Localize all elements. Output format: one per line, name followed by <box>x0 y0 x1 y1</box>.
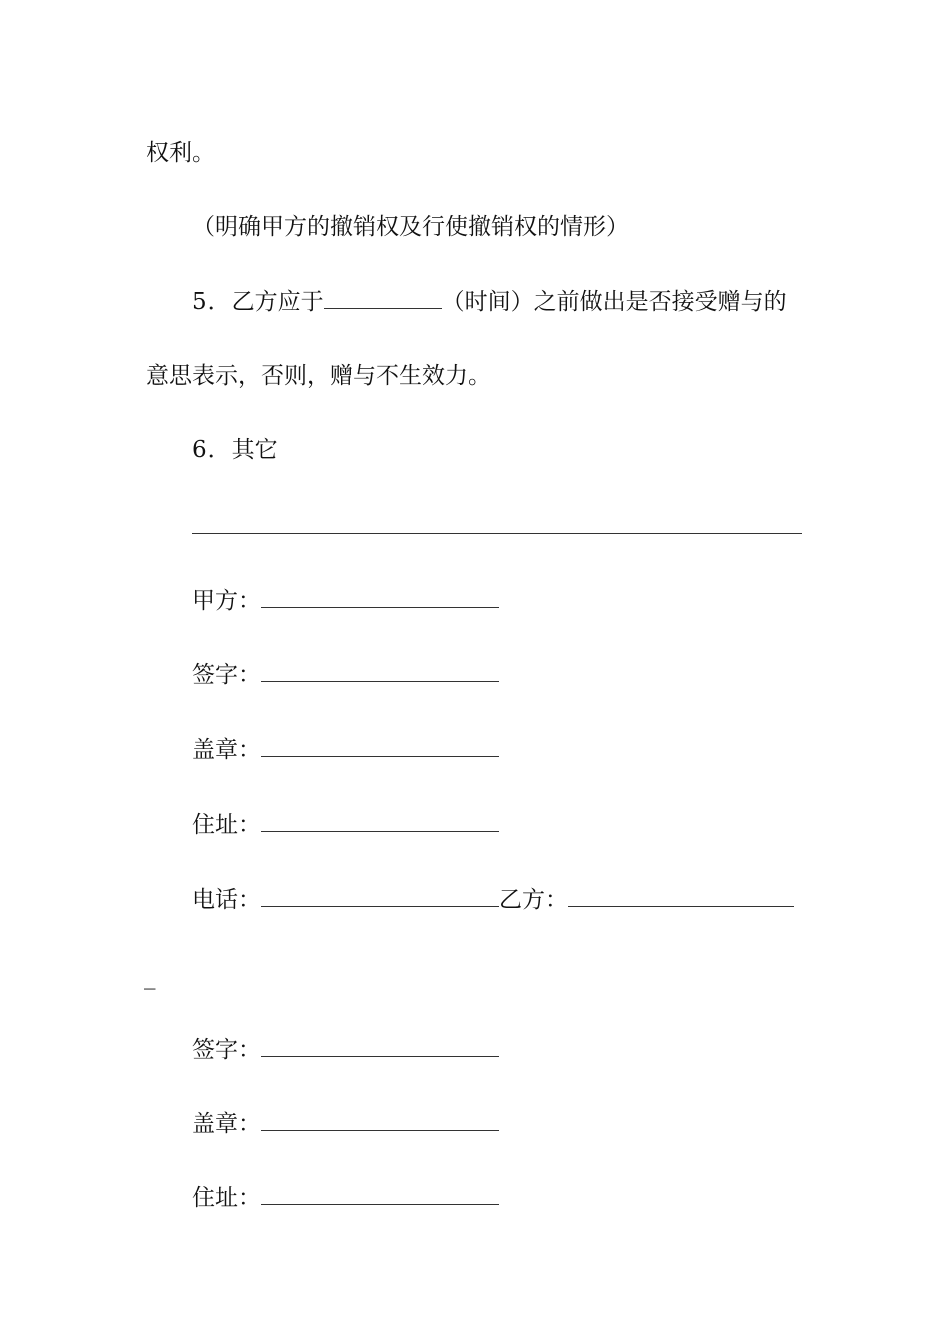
party-b-seal-label: 盖章： <box>192 1111 261 1137</box>
party-b-seal-blank[interactable] <box>261 1108 499 1131</box>
party-b-address-label: 住址： <box>192 1185 261 1211</box>
party-a-sign-blank[interactable] <box>261 659 499 682</box>
stray-underscore-text: _ <box>144 964 156 990</box>
party-b-sign-label: 签字： <box>192 1037 261 1063</box>
paragraph-tail <box>146 138 215 168</box>
party-a-address-label: 住址： <box>192 812 261 838</box>
stray-underscore <box>144 962 156 992</box>
phone-party-b-row <box>192 884 794 915</box>
clause-5-continued <box>146 361 491 391</box>
revocation-note <box>192 212 629 242</box>
clause-6-text: 其它 <box>231 437 278 463</box>
party-a-blank[interactable] <box>261 585 499 608</box>
party-b-label: 乙方： <box>499 887 568 913</box>
clause-5 <box>192 286 787 317</box>
party-a-seal-blank[interactable] <box>261 734 499 757</box>
clause-5-time-blank[interactable] <box>324 286 442 309</box>
clause-5-text-a: 乙方应于 <box>231 289 324 315</box>
party-b-sign-row <box>192 1034 499 1065</box>
party-b-address-blank[interactable] <box>261 1182 499 1205</box>
clause-5-text-b: （时间）之前做出是否接受赠与的 <box>441 289 787 315</box>
party-b-sign-blank[interactable] <box>261 1034 499 1057</box>
party-b-blank[interactable] <box>568 884 794 907</box>
party-a-sign-row <box>192 659 499 690</box>
clause-5-number: 5． <box>192 289 232 315</box>
clause-5-text-c: 意思表示，否则，赠与不生效力。 <box>146 363 491 389</box>
party-a-row <box>192 585 499 616</box>
party-a-phone-label: 电话： <box>192 887 261 913</box>
party-a-sign-label: 签字： <box>192 662 261 688</box>
party-a-address-row <box>192 809 499 840</box>
party-a-phone-blank[interactable] <box>261 884 499 907</box>
revocation-note-text: （明确甲方的撤销权及行使撤销权的情形） <box>192 214 629 240</box>
clause-6-number: 6． <box>192 437 232 463</box>
clause-6-other-blank[interactable] <box>192 533 802 534</box>
party-a-seal-row <box>192 734 499 765</box>
party-b-seal-row <box>192 1108 499 1139</box>
party-b-address-row <box>192 1182 499 1213</box>
party-a-address-blank[interactable] <box>261 809 499 832</box>
party-a-seal-label: 盖章： <box>192 737 261 763</box>
clause-6 <box>192 435 278 465</box>
party-a-label: 甲方： <box>192 588 261 614</box>
paragraph-tail-text: 权利。 <box>146 140 215 166</box>
